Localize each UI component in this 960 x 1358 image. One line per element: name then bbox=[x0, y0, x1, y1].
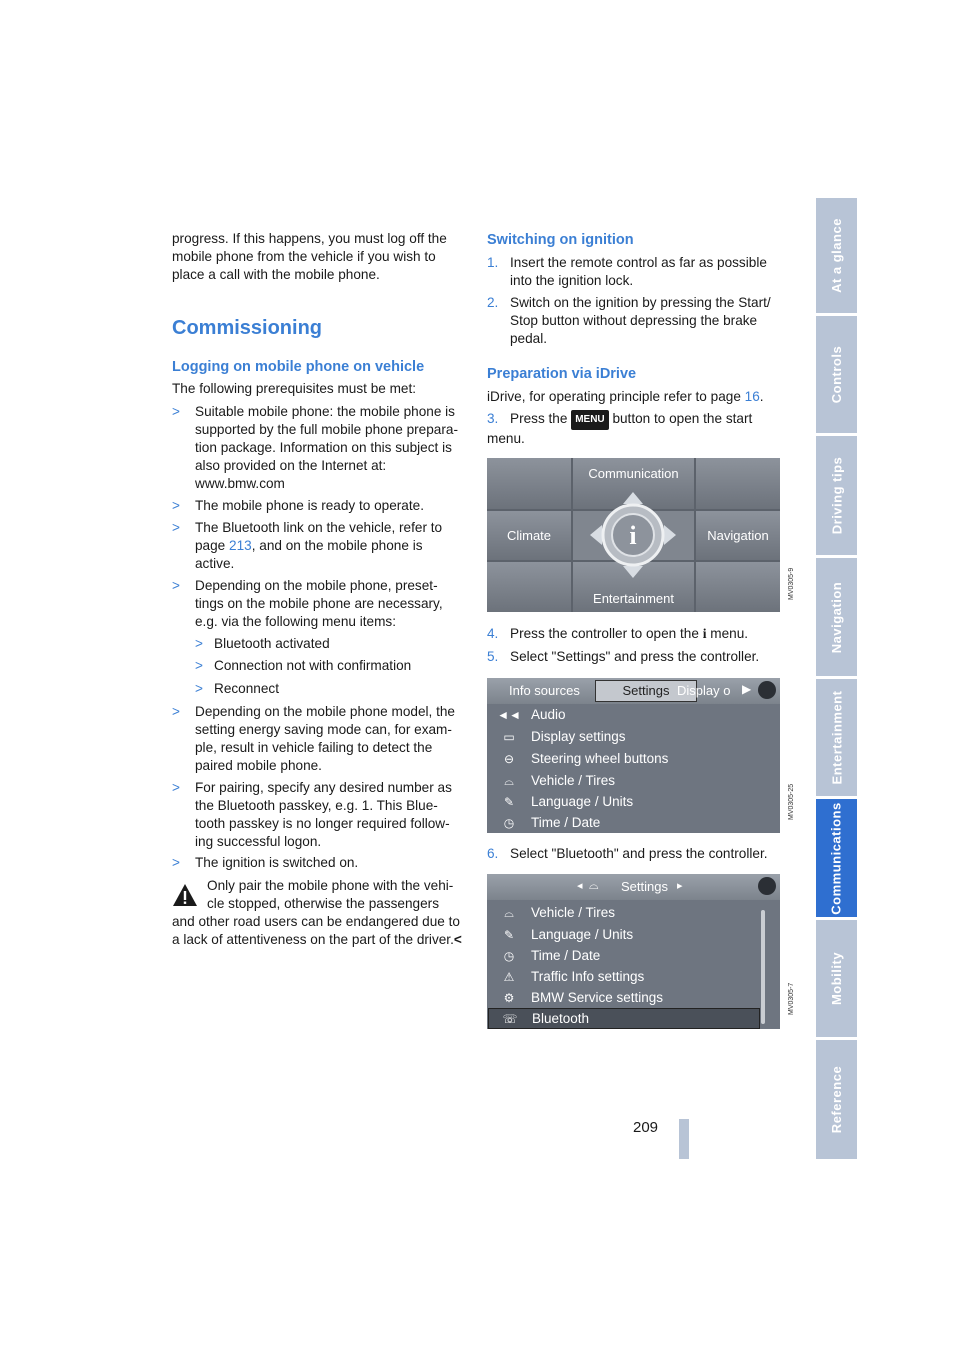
corner-tile bbox=[696, 458, 780, 509]
display-icon: ▭ bbox=[503, 729, 515, 744]
menu-item-label: Time / Date bbox=[531, 815, 601, 830]
sidebar-tab-label: Controls bbox=[829, 345, 845, 404]
sidebar-tab-label: Entertainment bbox=[829, 690, 844, 785]
list-item bbox=[172, 577, 464, 631]
sidebar-tab-driving-tips[interactable] bbox=[816, 436, 857, 555]
menu-item-vehicle-tires[interactable] bbox=[497, 902, 615, 923]
step-number: 5. bbox=[487, 649, 499, 664]
bullet-text-part: The Bluetooth link on the vehicle, refer to page bbox=[195, 520, 443, 553]
menu-item-traffic-info[interactable] bbox=[497, 966, 644, 987]
menu-item-language-units[interactable] bbox=[497, 924, 633, 945]
chevron-left-icon[interactable]: ◂ bbox=[577, 880, 583, 892]
page-number-bar bbox=[679, 1119, 689, 1159]
car-icon: ⌓ bbox=[504, 905, 514, 920]
corner-tile bbox=[487, 562, 571, 612]
step-number: 3. bbox=[487, 411, 499, 426]
language-icon: ✎ bbox=[503, 927, 515, 942]
step-text-a: Press the controller to open the bbox=[510, 626, 699, 641]
subsection-heading: Logging on mobile phone on vehicle bbox=[172, 359, 425, 375]
settings-menu-screen bbox=[487, 678, 780, 833]
bullet-marker: > bbox=[172, 498, 180, 513]
image-id: MV0305-25 bbox=[788, 783, 795, 820]
corner-tile bbox=[487, 458, 571, 509]
controller-icon[interactable] bbox=[588, 490, 678, 580]
submenu-title-bar bbox=[487, 874, 780, 900]
list-item bbox=[487, 294, 782, 348]
step-5 bbox=[487, 648, 782, 666]
menu-item-steering-wheel[interactable] bbox=[497, 748, 668, 769]
sidebar-tab-communications[interactable] bbox=[816, 799, 857, 917]
bullet-text: Depending on the mobile phone, preset-tings on the mobile phone are necessary, e.g. via the following menu items: bbox=[195, 578, 443, 629]
menu-item-label: Language / Units bbox=[531, 927, 634, 942]
sidebar-tab-label: Mobility bbox=[829, 951, 845, 1006]
sidebar-tab-entertainment[interactable] bbox=[816, 679, 857, 796]
bullet-marker: > bbox=[172, 855, 180, 870]
menu-item-label: Bluetooth bbox=[532, 1011, 590, 1026]
menu-communication[interactable]: Communication bbox=[573, 458, 694, 509]
sidebar-tab-label: At a glance bbox=[829, 218, 845, 293]
language-icon: ✎ bbox=[503, 794, 515, 809]
sidebar-tab-label: Driving tips bbox=[829, 456, 845, 535]
menu-item-vehicle-tires[interactable] bbox=[497, 770, 615, 791]
menu-tab-bar bbox=[487, 678, 780, 704]
intro-paragraph: progress. If this happens, you must log off the mobile phone from the vehicle if you wish to place a call with the mobile phone. bbox=[172, 231, 447, 282]
step-number: 1. bbox=[487, 255, 499, 270]
warning-rest: and other road users can be endangered due to a lack of attentiveness on the part of the driver. bbox=[172, 914, 460, 947]
step-4 bbox=[487, 625, 782, 643]
info-icon-glyph: i bbox=[629, 521, 637, 550]
idrive-intro-text: iDrive, for operating principle refer to page bbox=[487, 389, 741, 404]
menu-climate[interactable]: Climate bbox=[487, 511, 571, 560]
bluetooth-icon: ☏ bbox=[502, 1011, 518, 1026]
menu-item-bmw-service[interactable] bbox=[497, 987, 663, 1008]
steering-wheel-icon: ⊖ bbox=[503, 751, 515, 766]
idrive-intro: iDrive, for operating principle refer to page 16. bbox=[487, 389, 764, 404]
corner-tile bbox=[696, 562, 780, 612]
tab-display[interactable]: Display o bbox=[677, 683, 731, 698]
sidebar-tab-mobility[interactable] bbox=[816, 920, 857, 1037]
controller-knob-icon bbox=[758, 681, 776, 699]
sidebar-tab-controls[interactable] bbox=[816, 316, 857, 433]
menu-navigation[interactable]: Navigation bbox=[696, 511, 780, 560]
menu-item-label: Traffic Info settings bbox=[531, 969, 645, 984]
image-id: MV0305-7 bbox=[788, 982, 795, 1015]
list-item bbox=[172, 497, 464, 515]
step-6 bbox=[487, 845, 782, 863]
warning-line-1: Only pair the mobile phone with the vehi- bbox=[207, 878, 454, 893]
step-3 bbox=[487, 410, 782, 448]
traffic-icon: ⚠ bbox=[503, 969, 515, 984]
submenu-title: Settings bbox=[621, 879, 668, 894]
step-text: Switch on the ignition by pressing the Start/ Stop button without depressing the brake pedal. bbox=[510, 295, 771, 346]
prereq-text: The following prerequisites must be met: bbox=[172, 381, 417, 396]
sub-list-item bbox=[195, 680, 279, 698]
idrive-heading: Preparation via iDrive bbox=[487, 366, 637, 382]
settings-submenu-screen bbox=[487, 874, 780, 1029]
ignition-heading: Switching on ignition bbox=[487, 232, 634, 248]
audio-icon: ◄◄ bbox=[497, 707, 521, 722]
bullet-text: For pairing, specify any desired number as the Bluetooth passkey, e.g. 1. This Blue-tooth passkey is no longer required follow-ing successful logon. bbox=[195, 780, 452, 849]
menu-item-label: Audio bbox=[531, 707, 566, 722]
bullet-text: Connection not with confirmation bbox=[214, 658, 412, 673]
menu-item-label: Steering wheel buttons bbox=[531, 751, 669, 766]
bullet-marker: > bbox=[172, 404, 180, 419]
scrollbar[interactable] bbox=[761, 910, 765, 1024]
menu-item-label: BMW Service settings bbox=[531, 990, 664, 1005]
page-number: 209 bbox=[633, 1119, 659, 1136]
menu-item-time-date[interactable] bbox=[497, 812, 600, 833]
menu-item-language-units[interactable] bbox=[497, 791, 633, 812]
list-item bbox=[172, 403, 464, 493]
bullet-text: Reconnect bbox=[214, 681, 279, 696]
sidebar-tab-at-a-glance[interactable] bbox=[816, 198, 857, 313]
step-text-b: menu. bbox=[710, 626, 749, 641]
menu-item-label: Time / Date bbox=[531, 948, 601, 963]
step-number: 6. bbox=[487, 846, 499, 861]
bullet-text bbox=[195, 519, 464, 573]
bullet-marker: > bbox=[172, 704, 180, 719]
controller-knob-icon bbox=[758, 877, 776, 895]
start-menu-screen bbox=[487, 458, 780, 612]
bullet-marker: > bbox=[172, 578, 180, 593]
bullet-text: The mobile phone is ready to operate. bbox=[195, 498, 424, 513]
tab-info-sources[interactable]: Info sources bbox=[509, 683, 580, 698]
menu-item-audio[interactable] bbox=[497, 704, 566, 725]
bullet-text-suffix: , and on the mobile phone is active. bbox=[195, 538, 423, 571]
tab-settings[interactable]: Settings bbox=[595, 680, 697, 702]
menu-item-display-settings[interactable] bbox=[497, 726, 626, 747]
menu-key-icon: MENU bbox=[571, 410, 608, 430]
section-heading: Commissioning bbox=[172, 317, 323, 339]
info-icon: i bbox=[702, 626, 707, 641]
settings-car-icon: ⌓ bbox=[589, 878, 599, 892]
menu-item-label: Vehicle / Tires bbox=[531, 773, 616, 788]
step-number: 2. bbox=[487, 295, 499, 310]
bullet-text: Suitable mobile phone: the mobile phone is supported by the full mobile phone prepara-tion package. Information on this subject is also provided on the Internet at: www.bmw.com bbox=[195, 404, 458, 491]
image-id: MV0305-9 bbox=[788, 567, 795, 600]
menu-item-time-date[interactable] bbox=[497, 945, 600, 966]
step-number: 4. bbox=[487, 626, 499, 641]
left-column bbox=[172, 230, 462, 284]
list-item bbox=[172, 779, 464, 851]
sidebar-tab-reference[interactable] bbox=[816, 1040, 857, 1159]
warning-text bbox=[172, 913, 464, 949]
step-text-b: button to open the start menu. bbox=[487, 411, 753, 446]
step-text-a: Press the bbox=[510, 411, 568, 426]
chevron-right-icon[interactable]: ▶ bbox=[742, 682, 752, 696]
sidebar-tab-label: Reference bbox=[829, 1065, 844, 1134]
chevron-right-icon[interactable]: ▸ bbox=[677, 880, 683, 892]
bullet-text: Bluetooth activated bbox=[214, 636, 330, 651]
bullet-marker: > bbox=[172, 780, 180, 795]
sidebar-tab-label: Communications bbox=[829, 801, 844, 915]
step-text: Select "Bluetooth" and press the controller. bbox=[510, 846, 768, 861]
step-text bbox=[487, 411, 752, 446]
bullet-marker: > bbox=[195, 658, 203, 673]
menu-item-label: Language / Units bbox=[531, 794, 634, 809]
menu-item-label: Display settings bbox=[531, 729, 626, 744]
sub-list-item bbox=[195, 657, 411, 675]
bullet-marker: > bbox=[195, 681, 203, 696]
bullet-marker: > bbox=[195, 636, 203, 651]
list-item bbox=[487, 254, 782, 290]
bullet-text: Depending on the mobile phone model, the setting energy saving mode can, for exam-ple, result in vehicle failing to detect the paired mobile phone. bbox=[195, 704, 455, 773]
menu-item-bluetooth[interactable] bbox=[488, 1008, 760, 1029]
clock-icon: ◷ bbox=[503, 815, 515, 830]
car-icon: ⌓ bbox=[504, 773, 514, 788]
warning-icon bbox=[172, 883, 198, 907]
sub-list-item bbox=[195, 635, 330, 653]
end-mark: < bbox=[453, 932, 462, 947]
bullet-marker: > bbox=[172, 520, 180, 535]
list-item bbox=[172, 854, 464, 872]
step-text: Select "Settings" and press the controller. bbox=[510, 649, 760, 664]
page-link-213[interactable]: 213 bbox=[229, 538, 252, 553]
service-icon: ⚙ bbox=[503, 990, 515, 1005]
list-item bbox=[172, 519, 464, 573]
sidebar-tab-navigation[interactable] bbox=[816, 558, 857, 676]
menu-item-label: Vehicle / Tires bbox=[531, 905, 616, 920]
step-text bbox=[510, 626, 748, 641]
list-item bbox=[172, 703, 464, 775]
step-text: Insert the remote control as far as possible into the ignition lock. bbox=[510, 255, 767, 288]
clock-icon: ◷ bbox=[503, 948, 515, 963]
warning-line-2: cle stopped, otherwise the passengers bbox=[207, 896, 439, 911]
sidebar-tab-label: Navigation bbox=[829, 581, 844, 653]
bullet-text: The ignition is switched on. bbox=[195, 855, 359, 870]
menu-entertainment[interactable]: Entertainment bbox=[573, 562, 694, 612]
page-link-16[interactable]: 16 bbox=[744, 389, 760, 404]
